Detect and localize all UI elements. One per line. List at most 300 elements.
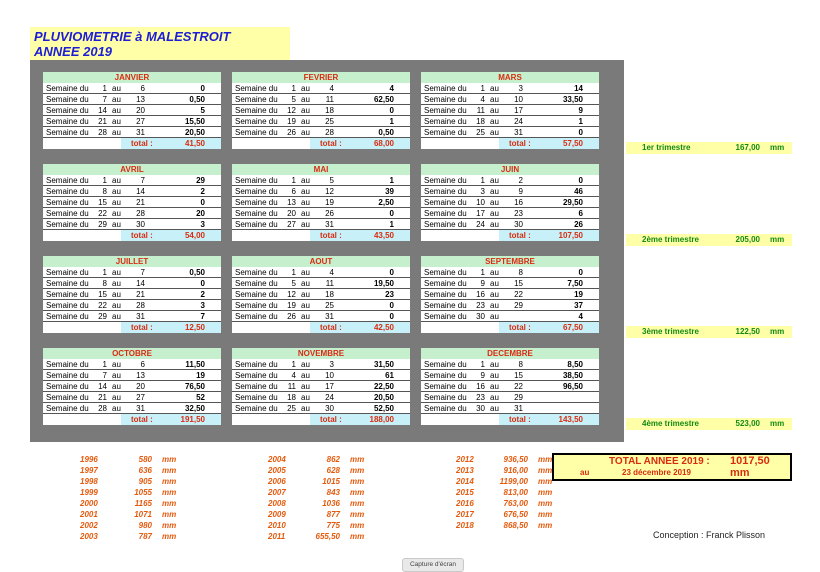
month-total-row	[43, 230, 221, 241]
week-label: Semaine du	[424, 279, 467, 288]
history-year: 2012	[456, 455, 474, 464]
history-unit: mm	[162, 521, 177, 530]
week-au: au	[490, 187, 499, 196]
month-total-label: total :	[509, 231, 531, 240]
history-unit: mm	[162, 510, 177, 519]
week-start: 7	[102, 371, 107, 380]
history-row	[80, 498, 190, 509]
week-start: 22	[98, 301, 107, 310]
week-row	[421, 300, 599, 311]
week-au: au	[112, 360, 121, 369]
history-row	[456, 487, 566, 498]
week-label: Semaine du	[235, 198, 278, 207]
history-row	[268, 498, 378, 509]
quarter-label: 3ème trimestre	[642, 327, 699, 336]
week-label: Semaine du	[424, 209, 467, 218]
week-label: Semaine du	[235, 382, 278, 391]
history-year: 2004	[268, 455, 286, 464]
week-label: Semaine du	[46, 268, 89, 277]
page-title	[30, 27, 290, 63]
month-name: JANVIER	[43, 72, 221, 83]
week-row	[43, 186, 221, 197]
week-au: au	[301, 393, 310, 402]
week-au: au	[490, 290, 499, 299]
week-label: Semaine du	[46, 312, 89, 321]
week-end: 31	[136, 404, 145, 413]
week-rainfall: 0	[389, 312, 394, 321]
week-row	[232, 300, 410, 311]
week-au: au	[112, 198, 121, 207]
screenshot-button[interactable]: Capture d'écran	[402, 558, 464, 572]
history-unit: mm	[538, 499, 553, 508]
week-rainfall: 0	[389, 106, 394, 115]
week-end: 30	[514, 220, 523, 229]
history-row	[80, 520, 190, 531]
week-start: 23	[476, 393, 485, 402]
week-label: Semaine du	[46, 301, 89, 310]
month-total-label: total :	[320, 139, 342, 148]
quarter-label: 4ème trimestre	[642, 419, 699, 428]
week-end: 17	[514, 106, 523, 115]
quarter-total	[626, 234, 792, 246]
month-table	[232, 256, 410, 333]
month-total-value: 143,50	[558, 415, 583, 424]
week-start: 28	[98, 404, 107, 413]
history-year: 2011	[268, 532, 286, 541]
month-total-value: 107,50	[558, 231, 583, 240]
week-start: 1	[291, 176, 296, 185]
week-label: Semaine du	[46, 176, 89, 185]
week-au: au	[112, 290, 121, 299]
week-start: 1	[480, 84, 485, 93]
week-end: 2	[518, 176, 523, 185]
week-label: Semaine du	[424, 382, 467, 391]
month-table	[43, 72, 221, 149]
week-row	[43, 127, 221, 138]
history-year: 2018	[456, 521, 474, 530]
month-total-label: total :	[320, 415, 342, 424]
history-value: 775	[326, 521, 340, 530]
history-year: 2016	[456, 499, 474, 508]
week-start: 29	[98, 312, 107, 321]
week-rainfall: 0	[578, 128, 583, 137]
week-rainfall: 32,50	[184, 404, 205, 413]
week-row	[232, 278, 410, 289]
history-column	[80, 454, 190, 542]
history-value: 1036	[322, 499, 340, 508]
week-row	[43, 83, 221, 94]
week-row	[421, 403, 599, 414]
week-au: au	[490, 404, 499, 413]
month-total-value: 54,00	[184, 231, 205, 240]
month-name: OCTOBRE	[43, 348, 221, 359]
week-rainfall: 62,50	[373, 95, 394, 104]
month-total-label: total :	[131, 323, 153, 332]
week-end: 11	[325, 279, 334, 288]
week-end: 20	[136, 106, 145, 115]
week-end: 4	[329, 84, 334, 93]
week-rainfall: 96,50	[562, 382, 583, 391]
week-end: 15	[514, 279, 523, 288]
week-end: 28	[136, 209, 145, 218]
quarter-value: 205,00	[735, 235, 760, 244]
week-end: 26	[325, 209, 334, 218]
week-start: 3	[480, 187, 485, 196]
week-row	[232, 289, 410, 300]
week-au: au	[301, 312, 310, 321]
history-unit: mm	[350, 477, 365, 486]
week-label: Semaine du	[424, 268, 467, 277]
week-au: au	[112, 371, 121, 380]
history-row	[80, 487, 190, 498]
week-au: au	[490, 279, 499, 288]
week-rainfall: 14	[574, 84, 583, 93]
week-end: 9	[518, 187, 523, 196]
week-end: 18	[325, 290, 334, 299]
week-label: Semaine du	[46, 220, 89, 229]
week-row	[43, 300, 221, 311]
week-end: 4	[329, 268, 334, 277]
history-row	[80, 509, 190, 520]
week-row	[43, 359, 221, 370]
week-label: Semaine du	[424, 290, 467, 299]
week-end: 21	[136, 198, 145, 207]
week-label: Semaine du	[235, 117, 278, 126]
week-label: Semaine du	[46, 360, 89, 369]
week-au: au	[490, 382, 499, 391]
history-row	[268, 454, 378, 465]
week-au: au	[112, 279, 121, 288]
history-year: 2017	[456, 510, 474, 519]
month-name: JUIN	[421, 164, 599, 175]
week-rainfall: 46	[574, 187, 583, 196]
week-row	[43, 381, 221, 392]
week-rainfall: 20,50	[373, 393, 394, 402]
week-label: Semaine du	[46, 128, 89, 137]
month-total-row	[421, 322, 599, 333]
week-rainfall: 22,50	[373, 382, 394, 391]
week-start: 30	[476, 312, 485, 321]
week-label: Semaine du	[424, 301, 467, 310]
week-row	[421, 197, 599, 208]
quarter-unit: mm	[770, 235, 785, 244]
week-au: au	[112, 209, 121, 218]
week-start: 5	[291, 279, 296, 288]
history-unit: mm	[162, 466, 177, 475]
history-value: 868,50	[503, 521, 528, 530]
week-end: 21	[136, 290, 145, 299]
week-row	[421, 311, 599, 322]
month-total-row	[232, 322, 410, 333]
history-year: 2001	[80, 510, 98, 519]
week-label: Semaine du	[424, 371, 467, 380]
week-end: 31	[136, 128, 145, 137]
month-table	[421, 72, 599, 149]
history-row	[268, 465, 378, 476]
week-start: 19	[287, 301, 296, 310]
annual-total-label: TOTAL ANNEE 2019 :	[609, 456, 710, 467]
week-row	[421, 278, 599, 289]
week-au: au	[301, 360, 310, 369]
week-start: 9	[480, 279, 485, 288]
week-rainfall: 52	[196, 393, 205, 402]
history-value: 1165	[134, 499, 152, 508]
month-total-row	[43, 138, 221, 149]
month-total-value: 41,50	[184, 139, 205, 148]
week-end: 31	[136, 312, 145, 321]
week-rainfall: 29	[196, 176, 205, 185]
history-value: 1199,00	[499, 477, 528, 486]
week-start: 11	[287, 382, 296, 391]
week-rainfall: 7,50	[567, 279, 583, 288]
history-unit: mm	[538, 466, 553, 475]
week-row	[232, 116, 410, 127]
history-value: 843	[326, 488, 340, 497]
history-row	[456, 454, 566, 465]
week-au: au	[301, 106, 310, 115]
week-row	[232, 105, 410, 116]
history-value: 1055	[134, 488, 152, 497]
history-row	[268, 509, 378, 520]
week-end: 27	[136, 117, 145, 126]
week-rainfall: 52,50	[373, 404, 394, 413]
week-end: 7	[140, 268, 145, 277]
history-year: 2005	[268, 466, 286, 475]
week-start: 1	[102, 268, 107, 277]
history-row	[456, 509, 566, 520]
week-au: au	[490, 128, 499, 137]
history-year: 2006	[268, 477, 286, 486]
week-au: au	[301, 209, 310, 218]
week-au: au	[301, 220, 310, 229]
month-total-label: total :	[131, 231, 153, 240]
week-start: 24	[476, 220, 485, 229]
week-label: Semaine du	[46, 279, 89, 288]
month-total-value: 43,50	[373, 231, 394, 240]
week-rainfall: 26	[574, 220, 583, 229]
week-row	[232, 208, 410, 219]
week-start: 15	[98, 290, 107, 299]
history-unit: mm	[538, 488, 553, 497]
week-au: au	[490, 371, 499, 380]
history-value: 813,00	[503, 488, 528, 497]
history-year: 2003	[80, 532, 98, 541]
week-rainfall: 5	[200, 106, 205, 115]
month-table	[43, 256, 221, 333]
week-au: au	[490, 117, 499, 126]
week-rainfall: 1	[389, 220, 394, 229]
week-au: au	[490, 84, 499, 93]
history-value: 862	[326, 455, 340, 464]
month-name: NOVEMBRE	[232, 348, 410, 359]
week-start: 29	[98, 220, 107, 229]
week-start: 7	[102, 95, 107, 104]
week-start: 26	[287, 312, 296, 321]
week-row	[232, 403, 410, 414]
week-label: Semaine du	[424, 393, 467, 402]
week-end: 30	[136, 220, 145, 229]
week-end: 28	[136, 301, 145, 310]
month-total-label: total :	[509, 139, 531, 148]
week-start: 16	[476, 382, 485, 391]
month-total-row	[421, 230, 599, 241]
title-line-2: ANNEE 2019	[34, 44, 113, 59]
month-name: DECEMBRE	[421, 348, 599, 359]
week-row	[43, 219, 221, 230]
week-rainfall: 4	[389, 84, 394, 93]
month-total-row	[421, 414, 599, 425]
month-table	[43, 348, 221, 425]
week-label: Semaine du	[235, 209, 278, 218]
history-unit: mm	[350, 455, 365, 464]
week-row	[232, 370, 410, 381]
quarter-label: 1er trimestre	[642, 143, 691, 152]
week-end: 14	[136, 187, 145, 196]
week-label: Semaine du	[235, 301, 278, 310]
history-year: 1998	[80, 477, 98, 486]
week-start: 1	[102, 84, 107, 93]
week-end: 25	[325, 301, 334, 310]
week-start: 8	[102, 279, 107, 288]
month-total-value: 68,00	[373, 139, 394, 148]
week-start: 4	[291, 371, 296, 380]
week-row	[43, 278, 221, 289]
week-au: au	[490, 95, 499, 104]
history-year: 1999	[80, 488, 98, 497]
week-rainfall: 15,50	[184, 117, 205, 126]
history-column	[456, 454, 566, 531]
month-total-row	[43, 414, 221, 425]
history-value: 763,00	[503, 499, 528, 508]
week-rainfall: 39	[385, 187, 394, 196]
week-start: 14	[98, 382, 107, 391]
week-start: 20	[287, 209, 296, 218]
history-year: 2010	[268, 521, 286, 530]
week-end: 31	[514, 128, 523, 137]
week-au: au	[112, 106, 121, 115]
history-row	[268, 476, 378, 487]
week-au: au	[112, 128, 121, 137]
title-line-1: PLUVIOMETRIE à MALESTROIT	[34, 29, 231, 44]
history-unit: mm	[538, 510, 553, 519]
annual-total-box	[552, 453, 792, 481]
week-au: au	[490, 198, 499, 207]
month-name: MAI	[232, 164, 410, 175]
history-unit: mm	[350, 466, 365, 475]
week-label: Semaine du	[235, 84, 278, 93]
week-row	[232, 186, 410, 197]
week-end: 3	[518, 84, 523, 93]
week-row	[43, 94, 221, 105]
history-year: 2007	[268, 488, 286, 497]
week-end: 30	[325, 404, 334, 413]
week-au: au	[112, 187, 121, 196]
history-unit: mm	[538, 521, 553, 530]
week-row	[232, 197, 410, 208]
week-label: Semaine du	[235, 371, 278, 380]
week-end: 22	[514, 382, 523, 391]
credit-text: Conception : Franck Plisson	[653, 530, 766, 540]
week-au: au	[112, 95, 121, 104]
week-label: Semaine du	[235, 128, 278, 137]
week-label: Semaine du	[235, 187, 278, 196]
week-end: 29	[514, 393, 523, 402]
history-unit: mm	[350, 488, 365, 497]
week-start: 1	[291, 360, 296, 369]
week-au: au	[490, 301, 499, 310]
month-name: FEVRIER	[232, 72, 410, 83]
history-year: 2000	[80, 499, 98, 508]
week-au: au	[301, 176, 310, 185]
week-au: au	[112, 301, 121, 310]
week-au: au	[490, 360, 499, 369]
week-end: 24	[325, 393, 334, 402]
week-row	[421, 116, 599, 127]
history-value: 905	[138, 477, 152, 486]
week-row	[43, 175, 221, 186]
month-total-label: total :	[131, 139, 153, 148]
history-unit: mm	[538, 455, 553, 464]
history-row	[80, 465, 190, 476]
week-au: au	[301, 187, 310, 196]
history-value: 787	[138, 532, 152, 541]
history-unit: mm	[162, 455, 177, 464]
history-value: 1015	[322, 477, 340, 486]
week-start: 21	[98, 117, 107, 126]
week-start: 25	[287, 404, 296, 413]
week-start: 9	[480, 371, 485, 380]
week-rainfall: 2	[200, 290, 205, 299]
history-unit: mm	[162, 477, 177, 486]
quarter-total	[626, 418, 792, 430]
week-end: 15	[514, 371, 523, 380]
week-end: 13	[136, 371, 145, 380]
week-end: 5	[329, 176, 334, 185]
week-au: au	[301, 128, 310, 137]
month-name: AVRIL	[43, 164, 221, 175]
week-rainfall: 0	[389, 301, 394, 310]
quarter-unit: mm	[770, 419, 785, 428]
history-unit: mm	[162, 488, 177, 497]
week-row	[232, 311, 410, 322]
week-label: Semaine du	[46, 290, 89, 299]
week-row	[232, 83, 410, 94]
week-start: 1	[480, 268, 485, 277]
week-start: 21	[98, 393, 107, 402]
week-start: 18	[476, 117, 485, 126]
month-name: JUILLET	[43, 256, 221, 267]
week-row	[421, 127, 599, 138]
week-rainfall: 11,50	[185, 360, 205, 369]
week-end: 27	[136, 393, 145, 402]
week-start: 1	[102, 360, 107, 369]
quarter-unit: mm	[770, 327, 785, 336]
week-rainfall: 0	[200, 198, 205, 207]
week-au: au	[112, 176, 121, 185]
week-row	[232, 392, 410, 403]
quarter-unit: mm	[770, 143, 785, 152]
month-table	[232, 164, 410, 241]
week-rainfall: 23	[385, 290, 394, 299]
history-row	[456, 465, 566, 476]
week-rainfall: 0	[389, 209, 394, 218]
week-end: 22	[514, 290, 523, 299]
week-row	[43, 289, 221, 300]
week-end: 23	[514, 209, 523, 218]
week-rainfall: 6	[578, 209, 583, 218]
month-total-value: 12,50	[184, 323, 205, 332]
week-rainfall: 0,50	[378, 128, 394, 137]
